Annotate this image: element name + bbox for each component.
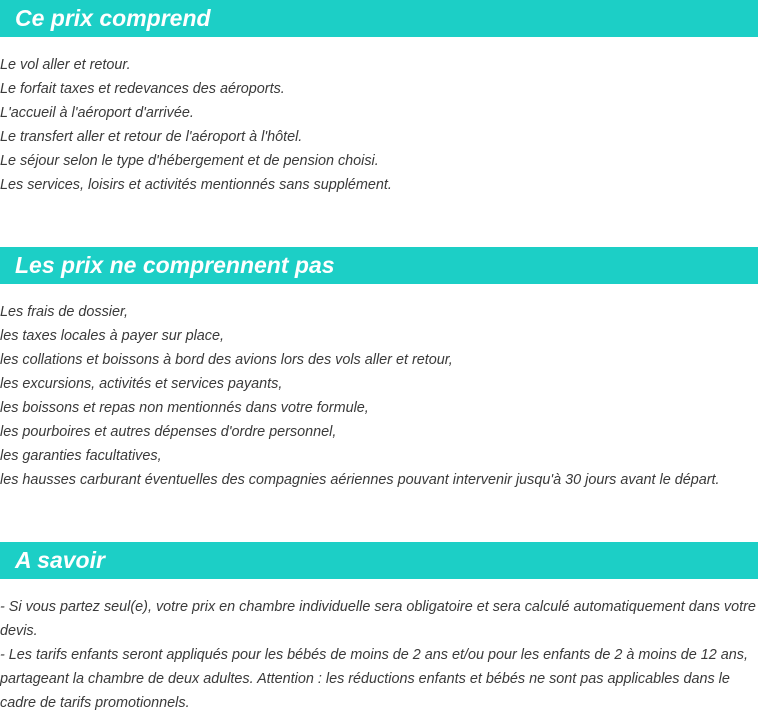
list-item: les pourboires et autres dépenses d'ordre personnel, <box>0 424 337 440</box>
list-item: Le transfert aller et retour de l'aéroport à l'hôtel. <box>0 129 303 145</box>
list-item: Le séjour selon le type d'hébergement et de pension choisi. <box>0 153 379 169</box>
section-title-price-includes: Ce prix comprend <box>0 0 758 37</box>
list-item: Les services, loisirs et activités mentionnés sans supplément. <box>0 177 392 193</box>
list-item: les excursions, activités et services payants, <box>0 376 283 392</box>
list-item: les collations et boissons à bord des avions lors des vols aller et retour, <box>0 352 453 368</box>
price-includes-list <box>0 53 756 197</box>
list-item: les boissons et repas non mentionnés dans votre formule, <box>0 400 369 416</box>
list-item: les garanties facultatives, <box>0 448 162 464</box>
section-title-price-excludes: Les prix ne comprennent pas <box>0 247 758 284</box>
section-title-good-to-know: A savoir <box>0 542 758 579</box>
list-item: L'accueil à l'aéroport d'arrivée. <box>0 105 194 121</box>
list-item: Le forfait taxes et redevances des aéroports. <box>0 81 285 97</box>
list-item: - Si vous partez seul(e), votre prix en chambre individuelle sera obligatoire et sera calculé automatiquement dans votre devis. <box>0 599 756 639</box>
list-item: les hausses carburant éventuelles des compagnies aériennes pouvant intervenir jusqu'à 30 jours avant le départ. <box>0 472 720 488</box>
list-item: - Les tarifs enfants seront appliqués pour les bébés de moins de 2 ans et/ou pour les enfants de 2 à moins de 12 ans, partageant la chambre de deux adultes. Attention : les réductions enfants et bébés ne sont pas applicables dans le cadre de tarifs promotionnels. <box>0 647 748 711</box>
list-item: Le vol aller et retour. <box>0 57 131 73</box>
list-item: les taxes locales à payer sur place, <box>0 328 224 344</box>
list-item: Les frais de dossier, <box>0 304 128 320</box>
price-excludes-list <box>0 300 756 492</box>
good-to-know-list <box>0 595 756 715</box>
